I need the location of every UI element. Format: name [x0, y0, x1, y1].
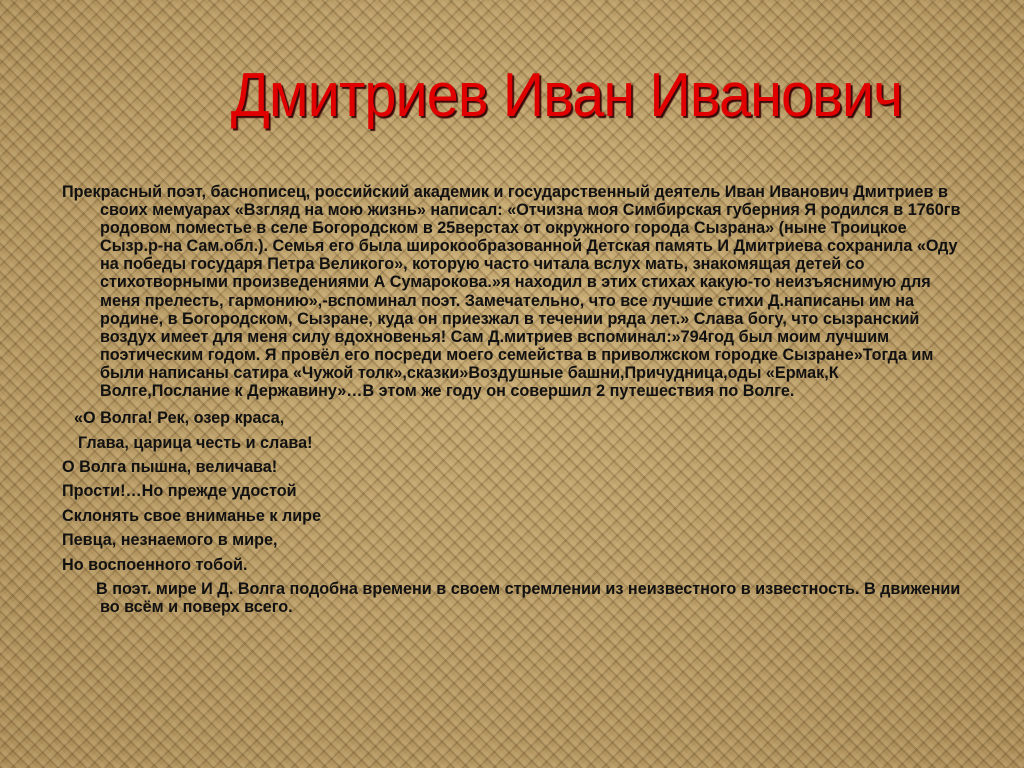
- poem-line: Глава, царица честь и слава!: [78, 433, 313, 452]
- poem-line: «О Волга! Рек, озер краса,: [74, 409, 285, 428]
- biography-paragraph: Прекрасный поэт, баснописец, российский академик и государственный деятель Иван Иванович Дмитриев в своих мемуарах «Взгляд на мою жизнь» написал: «Отчизна моя Симбирская губерния Я родился в 1760гв родовом поместье в селе Богородском в 25верстах от окружного города Сызрана» (ныне Троицкое Сызр.р-на Сам.обл.). Семья его была широкообразованной Детская память И Дмитриева сохранила «Оду на победы государя Петра Великого», которую часто читала вслух мать, знакомящая детей со стихотворными произведениями А Сумарокова.»я находил в этих стихах какую-то неизъяснимую для меня прелесть, гармонию»,-вспоминал поэт. Замечательно, что все лучшие стихи Д.написаны им на родине, в Богородском, Сызране, куда он приезжал в течении ряда лет.» Слава богу, что сызранский воздух имеет для меня силу вдохновенья! Сам Д.митриев вспоминал:»794год был моим лучшим поэтическим годом. Я провёл его посреди моего семейства в приволжском городке Сызране»Тогда им были написаны сатира «Чужой толк»,сказки»Воздушные башни,Причудница,оды «Ермак,К Волге,Послание к Державину»…В этом же году он совершил 2 путешествия по Волге.: [62, 183, 961, 401]
- poem: [62, 406, 962, 577]
- slide-body: [62, 183, 962, 616]
- poem-line: Прости!…Но прежде удостой: [62, 482, 297, 501]
- poem-line: Склонять свое вниманье к лире: [62, 506, 322, 525]
- poem-line: Певца, незнаемого в мире,: [62, 531, 278, 550]
- poem-line: О Волга пышна, величава!: [62, 457, 278, 476]
- poem-line: Но воспоенного тобой.: [62, 555, 248, 574]
- slide-title: Дмитриев Иван Иванович: [230, 61, 903, 130]
- closing-paragraph: В поэт. мире И Д. Волга подобна времени в своем стремлении из неизвестного в известность. В движении во всём и поверх всего.: [96, 579, 961, 617]
